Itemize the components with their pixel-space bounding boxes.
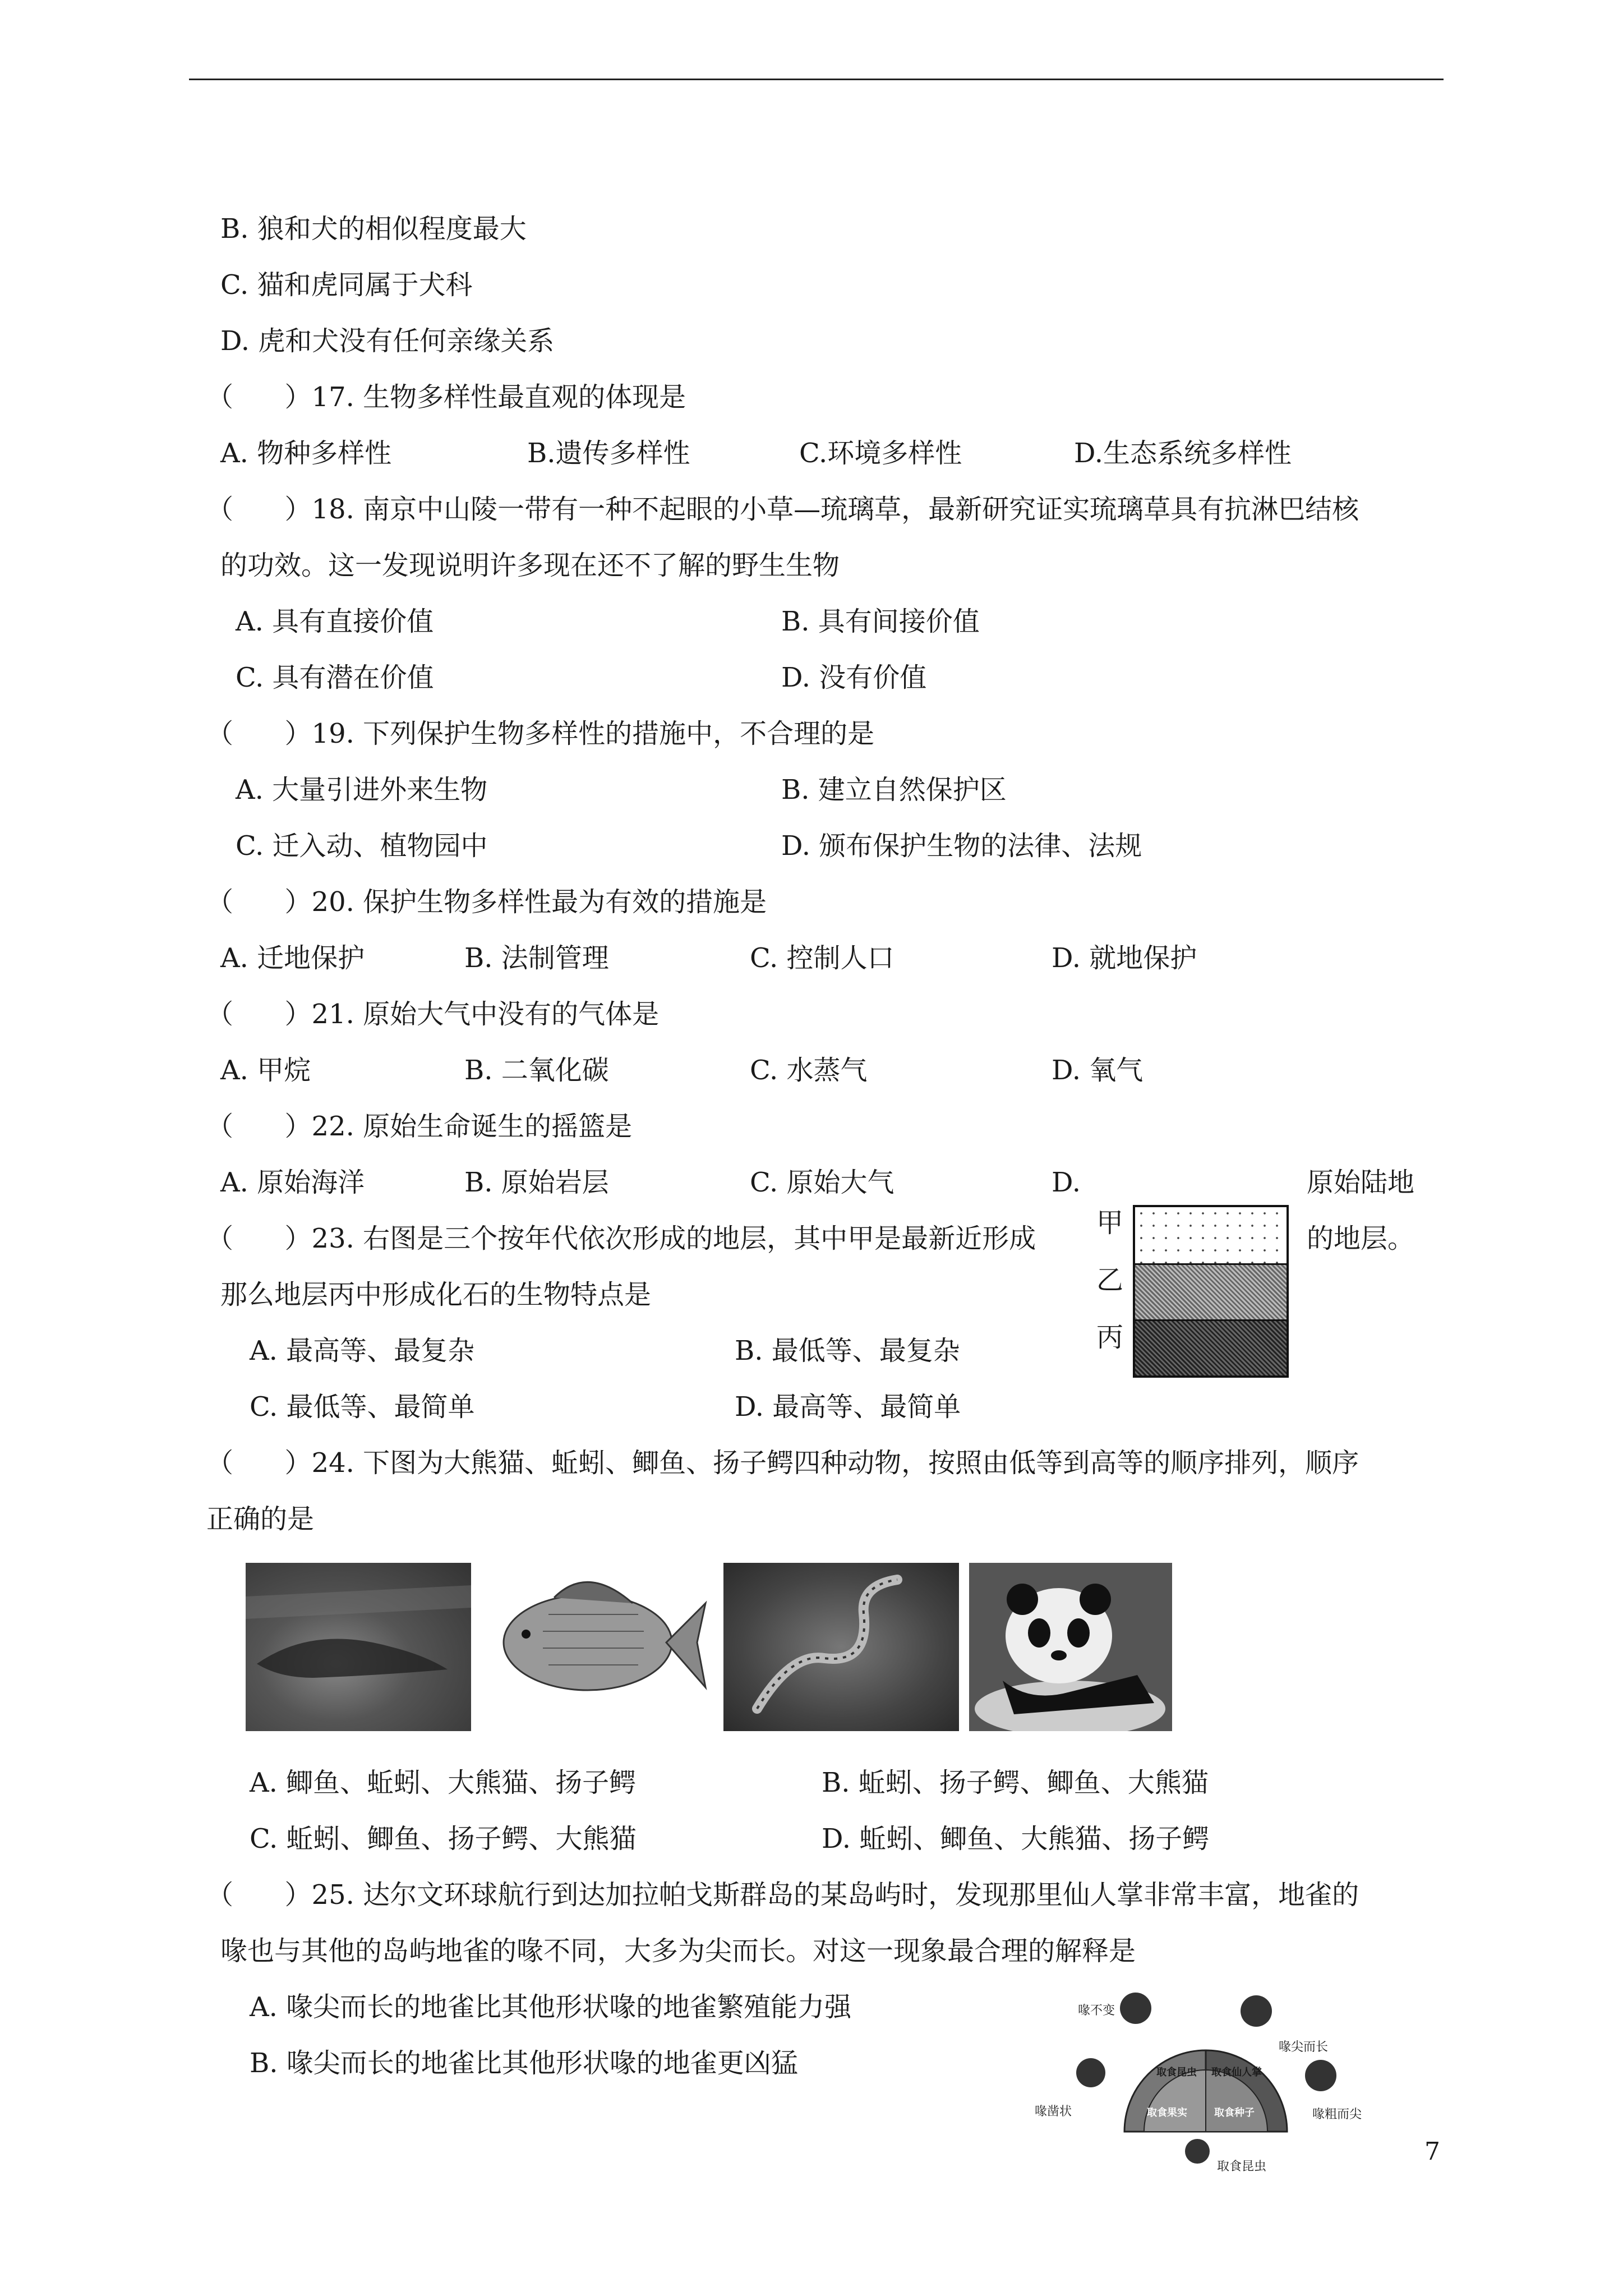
option-18d: D. 没有价值: [781, 662, 927, 693]
panda-icon: [969, 1563, 1172, 1731]
option-16b: B. 狼和犬的相似程度最大: [220, 213, 527, 245]
earthworm-icon: [723, 1563, 959, 1731]
stratum-jia: [1135, 1207, 1287, 1263]
stratum-yi: [1135, 1263, 1287, 1319]
option-23a: A. 最高等、最复杂: [250, 1335, 475, 1366]
option-19d: D. 颁布保护生物的法律、法规: [781, 830, 1142, 862]
fan-segment-fruit: 取食果实: [1147, 2107, 1187, 2119]
option-20b: B. 法制管理: [464, 942, 609, 974]
fan-segment-seeds: 取食种子: [1214, 2107, 1255, 2119]
option-20a: A. 迁地保护: [220, 942, 365, 974]
fish-icon: [481, 1558, 711, 1727]
option-16c: C. 猫和虎同属于犬科: [220, 269, 473, 301]
option-17a: A. 物种多样性: [220, 438, 392, 469]
question-25-cont: 喙也与其他的岛屿地雀的喙不同，大多为尖而长。对这一现象最合理的解释是: [220, 1935, 1136, 1967]
question-23-cont: 那么地层丙中形成化石的生物特点是: [220, 1279, 652, 1310]
fan-label-top-left: 喙不变: [1078, 2004, 1115, 2018]
stratum-label-yi: 乙: [1096, 1264, 1124, 1296]
option-19c: C. 迁入动、植物园中: [236, 830, 488, 862]
option-21c: C. 水蒸气: [750, 1055, 868, 1086]
option-18b: B. 具有间接价值: [781, 606, 980, 637]
strata-diagram: [1133, 1205, 1289, 1378]
alligator-image: [246, 1563, 471, 1731]
fan-label-right: 喙粗而尖: [1312, 2108, 1362, 2122]
stratum-bing: [1135, 1319, 1287, 1375]
option-23c: C. 最低等、最简单: [250, 1391, 475, 1423]
option-18a: A. 具有直接价值: [236, 606, 434, 637]
earthworm-image: [723, 1563, 959, 1731]
option-19a: A. 大量引进外来生物: [236, 774, 488, 806]
question-24-cont: 正确的是: [206, 1503, 315, 1535]
question-25: （ ）25. 达尔文环球航行到达加拉帕戈斯群岛的某岛屿时，发现那里仙人掌非常丰富，地雀的: [206, 1879, 1359, 1911]
option-17b: B.遗传多样性: [527, 438, 690, 469]
option-17c: C.环境多样性: [799, 438, 962, 469]
option-22a: A. 原始海洋: [220, 1167, 365, 1198]
stratum-label-bing: 丙: [1096, 1322, 1124, 1353]
option-20c: C. 控制人口: [750, 942, 895, 974]
option-21b: B. 二氧化碳: [464, 1055, 609, 1086]
option-24a: A. 鲫鱼、蚯蚓、大熊猫、扬子鳄: [250, 1767, 637, 1798]
question-20: （ ）20. 保护生物多样性最为有效的措施是: [206, 886, 767, 918]
crucian-carp-image: [481, 1558, 711, 1727]
option-24d: D. 蚯蚓、鲫鱼、大熊猫、扬子鳄: [822, 1823, 1210, 1855]
option-17d: D.生态系统多样性: [1074, 438, 1292, 469]
question-17: （ ）17. 生物多样性最直观的体现是: [206, 381, 686, 413]
giant-panda-image: [969, 1563, 1172, 1731]
option-20d: D. 就地保护: [1052, 942, 1197, 974]
option-24b: B. 蚯蚓、扬子鳄、鲫鱼、大熊猫: [822, 1767, 1209, 1798]
option-18c: C. 具有潜在价值: [236, 662, 434, 693]
alligator-icon: [246, 1563, 471, 1731]
question-21: （ ）21. 原始大气中没有的气体是: [206, 999, 660, 1030]
question-23: （ ）23. 右图是三个按年代依次形成的地层，其中甲是最新近形成: [206, 1223, 1036, 1254]
question-18-cont: 的功效。这一发现说明许多现在还不了解的野生生物: [220, 550, 840, 581]
question-22: （ ）22. 原始生命诞生的摇篮是: [206, 1111, 633, 1142]
question-18: （ ）18. 南京中山陵一带有一种不起眼的小草—琉璃草，最新研究证实琉璃草具有抗淋巴结核: [206, 494, 1359, 525]
fan-segment-cactus: 取食仙人掌: [1211, 2067, 1262, 2078]
question-23-tail: 的地层。: [1307, 1223, 1415, 1254]
option-21d: D. 氧气: [1052, 1055, 1144, 1086]
question-24: （ ）24. 下图为大熊猫、蚯蚓、鲫鱼、扬子鳄四种动物，按照由低等到高等的顺序排列，顺序: [206, 1447, 1359, 1479]
option-21a: A. 甲烷: [220, 1055, 311, 1086]
fan-label-left: 喙凿状: [1035, 2105, 1072, 2119]
option-22d-text: 原始陆地: [1307, 1167, 1415, 1198]
header-rule: [189, 79, 1444, 80]
option-23d: D. 最高等、最简单: [735, 1391, 961, 1423]
option-23b: B. 最低等、最复杂: [735, 1335, 960, 1366]
fan-label-top-right: 喙尖而长: [1279, 2040, 1329, 2054]
option-22d-letter: D.: [1052, 1167, 1081, 1198]
option-25a: A. 喙尖而长的地雀比其他形状喙的地雀繁殖能力强: [250, 1991, 852, 2023]
option-19b: B. 建立自然保护区: [781, 774, 1007, 806]
option-24c: C. 蚯蚓、鲫鱼、扬子鳄、大熊猫: [250, 1823, 637, 1855]
option-22b: B. 原始岩层: [464, 1167, 609, 1198]
fan-diagram-icon: [1026, 1958, 1385, 2182]
fan-segment-insects: 取食昆虫: [1156, 2067, 1197, 2078]
question-19: （ ）19. 下列保护生物多样性的措施中，不合理的是: [206, 718, 875, 749]
option-16d: D. 虎和犬没有任何亲缘关系: [220, 325, 555, 357]
page-number: 7: [1424, 2137, 1440, 2166]
stratum-label-jia: 甲: [1096, 1207, 1124, 1239]
option-25b: B. 喙尖而长的地雀比其他形状喙的地雀更凶猛: [250, 2047, 798, 2079]
finch-beak-diagram: [1026, 1958, 1385, 2182]
option-22c: C. 原始大气: [750, 1167, 895, 1198]
fan-label-bottom: 取食昆虫: [1217, 2160, 1267, 2174]
